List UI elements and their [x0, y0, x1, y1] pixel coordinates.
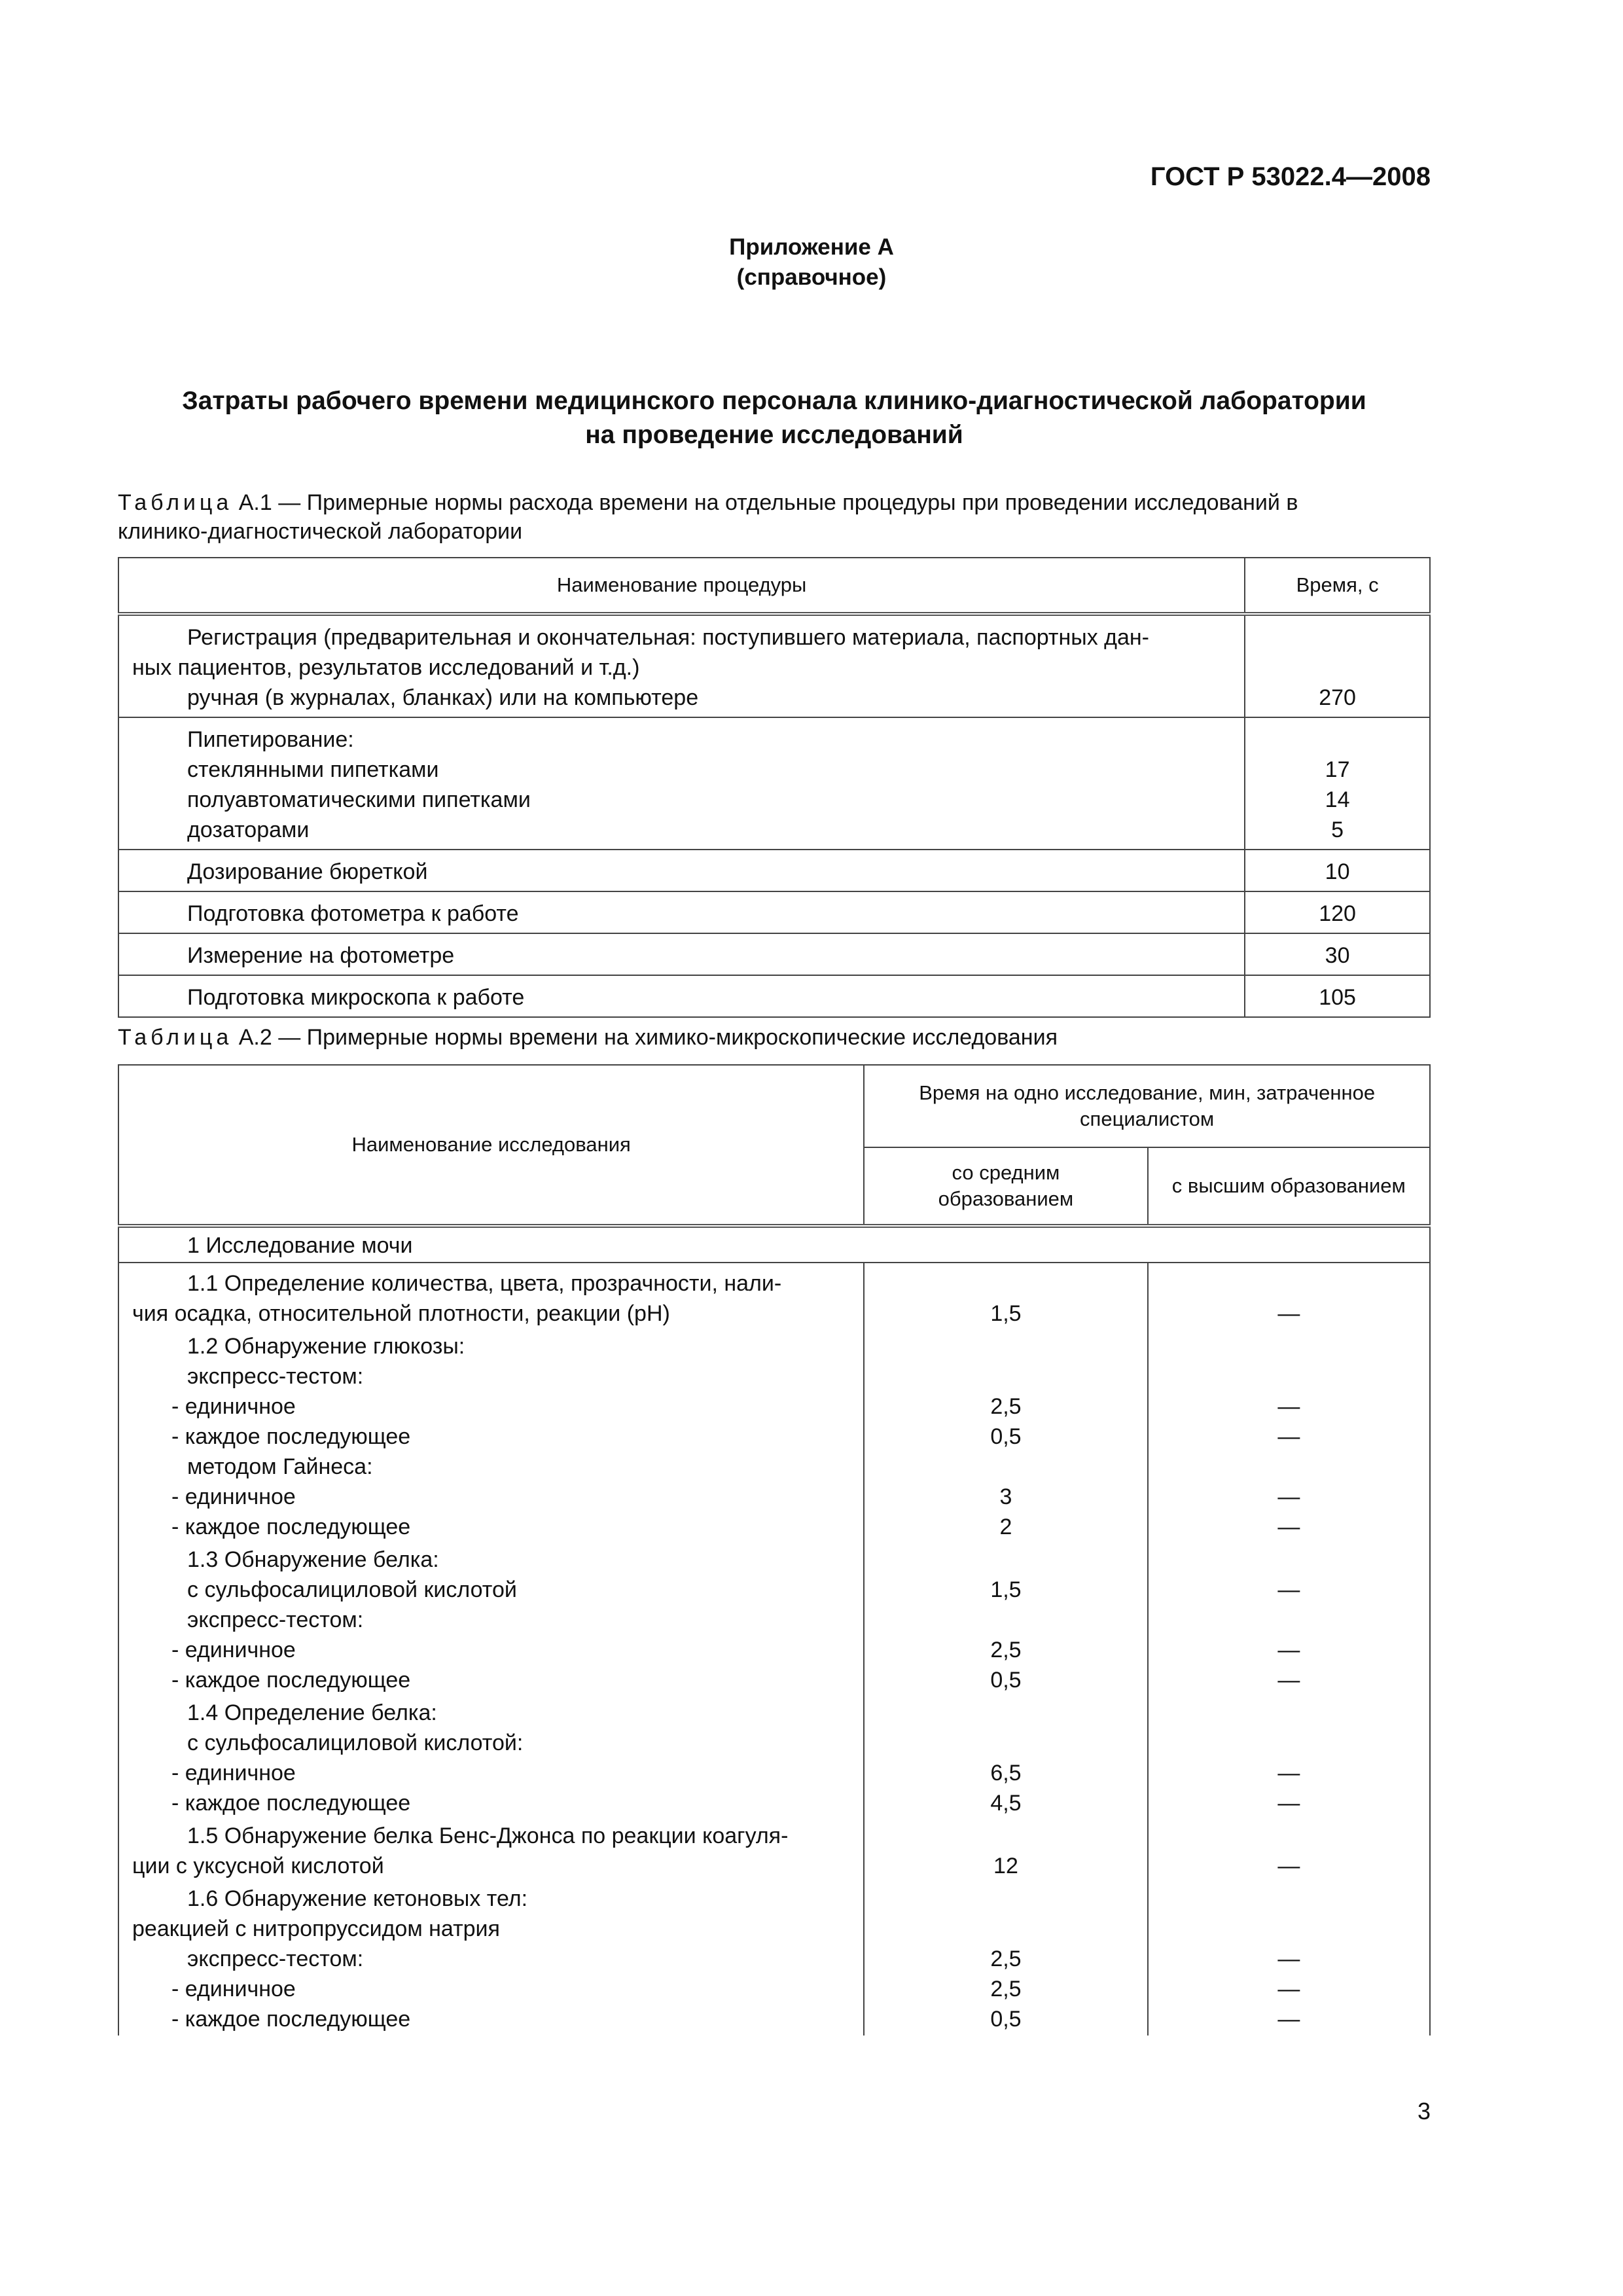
table-a2-caption [118, 1023, 1431, 1052]
main-title [118, 384, 1431, 452]
time-value: 120 [1319, 901, 1356, 926]
annex-heading [0, 232, 1623, 293]
time-cell [1245, 933, 1430, 975]
study-text: 1.4 Определение белка: [187, 1700, 437, 1725]
time-value: 2 [999, 1515, 1012, 1539]
annex-title: Приложение А [729, 234, 894, 260]
secondary-value-cell [864, 1263, 1147, 1330]
time-value: 1,5 [990, 1301, 1022, 1326]
study-text: - каждое последующее [171, 1515, 411, 1539]
time-cell [1245, 717, 1430, 850]
procedure-text: Измерение на фотометре [187, 943, 455, 968]
column-header-secondary-education [864, 1147, 1147, 1226]
time-value: 10 [1325, 859, 1350, 884]
procedure-text: Подготовка фотометра к работе [187, 901, 519, 926]
time-value: 2,5 [990, 1946, 1022, 1971]
procedure-text: Подготовка микроскопа к работе [187, 985, 525, 1010]
study-text: с сульфосалициловой кислотой: [187, 1731, 524, 1755]
caption-label: Таблица [118, 490, 233, 515]
dash-value: — [1277, 1791, 1300, 1816]
study-text: экспресс-тестом: [187, 1946, 364, 1971]
study-text: - каждое последующее [171, 1791, 411, 1816]
time-value: 5 [1331, 817, 1344, 842]
higher-value-cell [1148, 1820, 1430, 1882]
study-cell [118, 1696, 864, 1820]
time-value: 30 [1325, 943, 1350, 968]
table-row [118, 1330, 1430, 1543]
dash-value: — [1277, 1424, 1300, 1449]
study-text: - единичное [171, 1977, 296, 2001]
table-row [118, 1263, 1430, 1330]
study-text: 1.1 Определение количества, цвета, прозрачности, нали- [187, 1271, 782, 1296]
study-text: 1.3 Обнаружение белка: [187, 1547, 439, 1572]
time-value: 12 [993, 1854, 1018, 1878]
study-text: реакцией с нитропруссидом натрия [132, 1916, 500, 1941]
study-text: с сульфосалициловой кислотой [187, 1577, 517, 1602]
procedure-text: стеклянными пипетками [187, 757, 439, 782]
time-value: 2,5 [990, 1394, 1022, 1419]
dash-value: — [1277, 1515, 1300, 1539]
table-row [118, 1696, 1430, 1820]
time-value: 4,5 [990, 1791, 1022, 1816]
main-title-line-1: Затраты рабочего времени медицинского персонала клинико-диагностической лаборатории [182, 387, 1366, 415]
document-code: ГОСТ Р 53022.4—2008 [1150, 162, 1431, 191]
dash-value: — [1277, 1484, 1300, 1509]
study-text: 1.6 Обнаружение кетоновых тел: [187, 1886, 528, 1911]
table-row [118, 975, 1430, 1017]
section-title: 1 Исследование мочи [187, 1233, 413, 1258]
higher-value-cell [1148, 1543, 1430, 1696]
study-cell [118, 1882, 864, 2036]
column-header-study: Наименование исследования [118, 1065, 864, 1226]
column-header-higher-education: с высшим образованием [1148, 1147, 1430, 1226]
caption-text: А.2 — Примерные нормы времени на химико-микроскопические исследования [232, 1025, 1058, 1050]
procedure-text: ручная (в журналах, бланках) или на компьютере [187, 685, 699, 710]
caption-label: Таблица [118, 1025, 233, 1050]
table-header-row [118, 1065, 1430, 1147]
dash-value: — [1277, 2007, 1300, 2032]
header-text: со средним [952, 1161, 1060, 1184]
study-text: методом Гайнеса: [187, 1454, 373, 1479]
study-text: - каждое последующее [171, 1668, 411, 1693]
secondary-value-cell [864, 1543, 1147, 1696]
study-text: - единичное [171, 1638, 296, 1662]
dash-value: — [1277, 1668, 1300, 1693]
procedure-cell [118, 891, 1245, 933]
time-value: 3 [999, 1484, 1012, 1509]
annex-subtitle: (справочное) [736, 264, 887, 290]
dash-value: — [1277, 1577, 1300, 1602]
study-text: экспресс-тестом: [187, 1364, 364, 1389]
procedure-text: Пипетирование: [187, 727, 354, 752]
secondary-value-cell [864, 1820, 1147, 1882]
table-header-row [118, 558, 1430, 614]
table-row [118, 1882, 1430, 2036]
higher-value-cell [1148, 1263, 1430, 1330]
dash-value: — [1277, 1761, 1300, 1785]
time-value: 2,5 [990, 1977, 1022, 2001]
higher-value-cell [1148, 1330, 1430, 1543]
table-row [118, 850, 1430, 891]
table-row [118, 717, 1430, 850]
header-text: специалистом [1080, 1107, 1215, 1130]
time-value: 105 [1319, 985, 1356, 1010]
study-text: ции с уксусной кислотой [132, 1854, 384, 1878]
study-text: 1.5 Обнаружение белка Бенс-Джонса по реакции коагуля- [187, 1823, 789, 1848]
time-cell [1245, 975, 1430, 1017]
procedure-text: дозаторами [187, 817, 310, 842]
time-cell [1245, 614, 1430, 717]
study-text: - единичное [171, 1394, 296, 1419]
study-text: 1.2 Обнаружение глюкозы: [187, 1334, 465, 1359]
study-text: чия осадка, относительной плотности, реакции (pH) [132, 1301, 670, 1326]
secondary-value-cell [864, 1330, 1147, 1543]
table-row [118, 614, 1430, 717]
section-title-cell [118, 1226, 1430, 1263]
time-value: 270 [1319, 685, 1356, 710]
main-title-line-2: на проведение исследований [585, 421, 963, 449]
higher-value-cell [1148, 1882, 1430, 2036]
table-row [118, 1820, 1430, 1882]
procedure-text: Регистрация (предварительная и окончательная: поступившего материала, паспортных дан- [187, 625, 1149, 650]
dash-value: — [1277, 1854, 1300, 1878]
procedure-cell [118, 614, 1245, 717]
study-cell [118, 1263, 864, 1330]
column-header-time: Время, с [1245, 558, 1430, 614]
secondary-value-cell [864, 1696, 1147, 1820]
time-cell [1245, 891, 1430, 933]
study-cell [118, 1543, 864, 1696]
table-row [118, 1543, 1430, 1696]
time-value: 6,5 [990, 1761, 1022, 1785]
study-cell [118, 1820, 864, 1882]
time-value: 0,5 [990, 1668, 1022, 1693]
section-row [118, 1226, 1430, 1263]
study-cell [118, 1330, 864, 1543]
caption-text-line-2: клинико-диагностической лаборатории [118, 519, 523, 544]
column-header-time [864, 1065, 1430, 1147]
procedure-text: ных пациентов, результатов исследований и т.д.) [132, 655, 640, 680]
header-text: Время на одно исследование, мин, затраченное [919, 1081, 1376, 1104]
procedure-text: Дозирование бюреткой [187, 859, 428, 884]
secondary-value-cell [864, 1882, 1147, 2036]
time-value: 1,5 [990, 1577, 1022, 1602]
table-row [118, 933, 1430, 975]
caption-text: А.1 — Примерные нормы расхода времени на отдельные процедуры при проведении исследований в [232, 490, 1298, 515]
time-value: 14 [1325, 787, 1350, 812]
dash-value: — [1277, 1946, 1300, 1971]
time-value: 0,5 [990, 1424, 1022, 1449]
dash-value: — [1277, 1394, 1300, 1419]
table-a1 [118, 557, 1431, 1018]
procedure-cell [118, 975, 1245, 1017]
table-a2 [118, 1064, 1431, 2036]
procedure-text: полуавтоматическими пипетками [187, 787, 531, 812]
column-header-procedure: Наименование процедуры [118, 558, 1245, 614]
procedure-cell [118, 850, 1245, 891]
procedure-cell [118, 933, 1245, 975]
study-text: - единичное [171, 1761, 296, 1785]
dash-value: — [1277, 1638, 1300, 1662]
study-text: - каждое последующее [171, 2007, 411, 2032]
time-value: 2,5 [990, 1638, 1022, 1662]
study-text: экспресс-тестом: [187, 1607, 364, 1632]
header-text: образованием [938, 1187, 1074, 1210]
page-number: 3 [1417, 2098, 1431, 2125]
study-text: - единичное [171, 1484, 296, 1509]
study-text: - каждое последующее [171, 1424, 411, 1449]
dash-value: — [1277, 1977, 1300, 2001]
table-row [118, 891, 1430, 933]
time-cell [1245, 850, 1430, 891]
time-value: 0,5 [990, 2007, 1022, 2032]
time-value: 17 [1325, 757, 1350, 782]
table-a1-caption [118, 488, 1431, 546]
procedure-cell [118, 717, 1245, 850]
dash-value: — [1277, 1301, 1300, 1326]
higher-value-cell [1148, 1696, 1430, 1820]
